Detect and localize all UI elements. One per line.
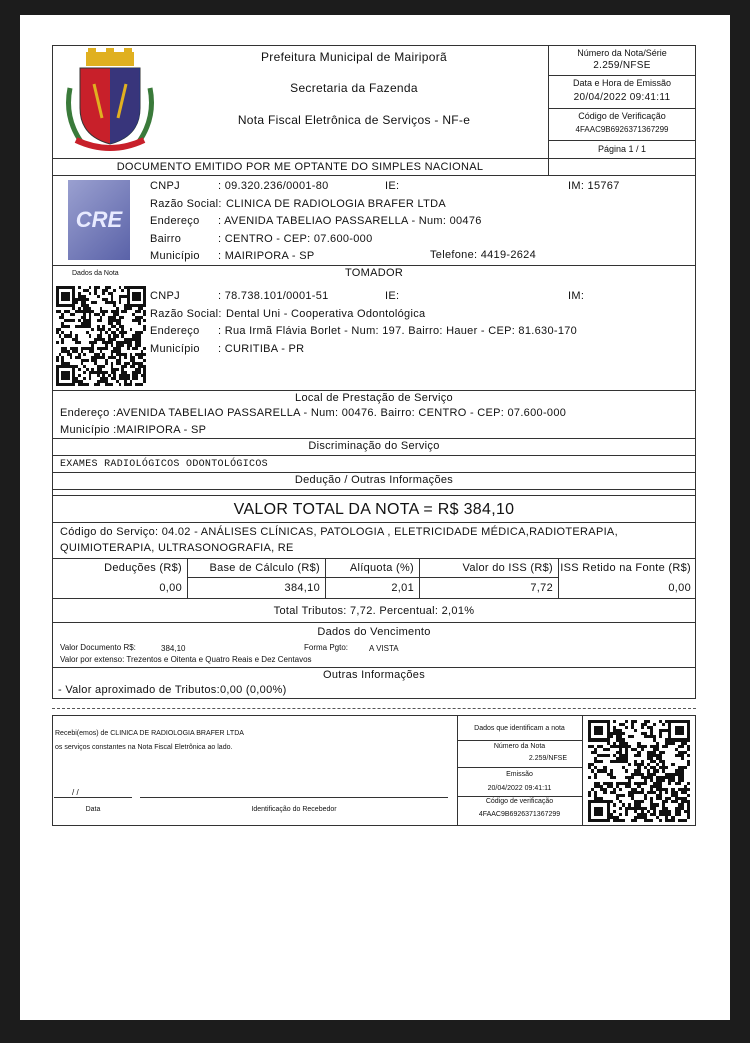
recibo-emissao: 20/04/2022 09:41:11 bbox=[487, 785, 552, 792]
outras-text: - Valor aproximado de Tributos:0,00 (0,00%) bbox=[58, 684, 287, 696]
prestador-logo bbox=[68, 180, 130, 260]
valor-total: VALOR TOTAL DA NOTA = R$ 384,10 bbox=[233, 501, 515, 518]
secretaria-title: Secretaria da Fazenda bbox=[290, 81, 418, 95]
codigo-verificacao: 4FAAC9B6926371367299 bbox=[575, 125, 669, 134]
prestador-logo-text: CRE bbox=[75, 207, 123, 232]
local-municipio: Município :MAIRIPORA - SP bbox=[60, 424, 207, 436]
local-endereco: Endereço :AVENIDA TABELIAO PASSARELLA - Num: 00476. Bairro: CENTRO - CEP: 07.600-000 bbox=[60, 407, 567, 419]
recibo-line1: Recebi(emos) de CLINICA DE RADIOLOGIA BRAFER LTDA bbox=[55, 730, 244, 737]
table-cell: 2,01 bbox=[391, 582, 414, 594]
dados-da-nota-label: Dados da Nota bbox=[72, 270, 119, 277]
document-title: Nota Fiscal Eletrônica de Serviços - NF-e bbox=[237, 113, 471, 127]
prestador-title: DOCUMENTO EMITIDO POR ME OPTANTE DO SIMPLES NACIONAL bbox=[116, 161, 484, 173]
data-emissao-label: Data e Hora de Emissão bbox=[572, 78, 672, 88]
data-label: Data bbox=[85, 806, 101, 813]
total-tributos: Total Tributos: 7,72. Percentual: 2,01% bbox=[273, 605, 475, 617]
prefeitura-title: Prefeitura Municipal de Mairiporã bbox=[261, 50, 447, 64]
qr-module bbox=[143, 383, 146, 386]
valor-documento: 384,10 bbox=[161, 644, 186, 653]
recibo-codigo: 4FAAC9B6926371367299 bbox=[478, 811, 561, 818]
table-header: Alíquota (%) bbox=[349, 562, 414, 574]
tomador-field-label: Município bbox=[150, 342, 200, 355]
tomador-ie: IE: bbox=[385, 290, 400, 302]
prestador-field-label: CNPJ bbox=[150, 180, 180, 192]
tomador-field-value: : Rua Irmã Flávia Borlet - Num: 197. Bairro: Hauer - CEP: 81.630-170 bbox=[218, 325, 578, 337]
data-slashes: / / bbox=[72, 788, 79, 797]
pagina: Página 1 / 1 bbox=[597, 144, 647, 154]
receipt-qr-code bbox=[588, 720, 690, 822]
outras-title: Outras Informações bbox=[323, 669, 425, 681]
tomador-field-label: Endereço bbox=[150, 325, 200, 337]
prestador-field-label: Município bbox=[150, 250, 200, 262]
prestador-field-value: CLINICA DE RADIOLOGIA BRAFER LTDA bbox=[226, 197, 446, 210]
table-cell: 0,00 bbox=[668, 582, 691, 594]
discriminacao-text: EXAMES RADIOLÓGICOS ODONTOLÓGICOS bbox=[60, 459, 268, 470]
qr-module bbox=[687, 819, 690, 822]
prestador-ie: IE: bbox=[385, 180, 400, 192]
qr-code bbox=[56, 286, 146, 386]
table-cell: 0,00 bbox=[159, 582, 182, 594]
codigo-servico-line2: QUIMIOTERAPIA, ULTRASONOGRAFIA, RE bbox=[60, 542, 294, 554]
vencimento-title: Dados do Vencimento bbox=[317, 626, 431, 638]
identificacao-recebedor-label: Identificação do Recebedor bbox=[251, 806, 337, 813]
deducao-title: Dedução / Outras Informações bbox=[294, 474, 454, 486]
codigo-servico-line1: Código do Serviço: 04.02 - ANÁLISES CLÍNICAS, PATOLOGIA , ELETRICIDADE MÉDICA,RADIOTERAPIA, bbox=[60, 526, 618, 538]
tomador-title: TOMADOR bbox=[344, 267, 404, 279]
recibo-emissao-label: Emissão bbox=[506, 771, 533, 778]
table-header: Deduções (R$) bbox=[104, 562, 182, 574]
table-divider bbox=[187, 577, 558, 578]
tomador-field-value: : 78.738.101/0001-51 bbox=[218, 290, 329, 302]
table-header: Base de Cálculo (R$) bbox=[209, 562, 320, 574]
recibo-line2: os serviços constantes na Nota Fiscal Eletrônica ao lado. bbox=[55, 744, 233, 751]
prestador-field-value: : 09.320.236/0001-80 bbox=[218, 180, 329, 192]
tomador-field-value: Dental Uni - Cooperativa Odontológica bbox=[226, 307, 426, 320]
recibo-numero: 2.259/NFSE bbox=[528, 755, 567, 762]
valor-extenso: Valor por extenso: Trezentos e Oitenta e Quatro Reais e Dez Centavos bbox=[60, 655, 312, 664]
prestador-field-label: Bairro bbox=[150, 232, 182, 245]
table-cell: 384,10 bbox=[284, 582, 320, 594]
prestador-field-value: : CENTRO - CEP: 07.600-000 bbox=[218, 232, 373, 245]
prestador-field-label: Razão Social: bbox=[150, 197, 222, 210]
numero-label: Número da Nota/Série bbox=[577, 48, 667, 58]
prestador-field-value: : MAIRIPORA - SP bbox=[218, 250, 315, 262]
tomador-field-label: Razão Social: bbox=[150, 307, 222, 320]
prestador-im: IM: 15767 bbox=[568, 180, 620, 192]
data-emissao: 20/04/2022 09:41:11 bbox=[573, 92, 671, 103]
forma-pgto-label: Forma Pgto: bbox=[304, 643, 349, 652]
local-title: Local de Prestação de Serviço bbox=[295, 392, 453, 404]
table-cell: 7,72 bbox=[530, 582, 553, 594]
valor-documento-label: Valor Documento R$: bbox=[60, 643, 136, 652]
recibo-numero-label: Número da Nota bbox=[493, 743, 546, 750]
table-header: ISS Retido na Fonte (R$) bbox=[560, 562, 691, 574]
codigo-verificacao-label: Código de Verificação bbox=[578, 111, 666, 121]
forma-pgto: A VISTA bbox=[369, 644, 399, 653]
city-coat-of-arms-logo bbox=[62, 48, 158, 154]
prestador-field-value: : AVENIDA TABELIAO PASSARELLA - Num: 00476 bbox=[218, 215, 482, 227]
tomador-field-value: : CURITIBA - PR bbox=[218, 342, 305, 355]
tomador-im: IM: bbox=[568, 290, 585, 302]
tomador-field-label: CNPJ bbox=[150, 290, 180, 302]
dados-identificam-label: Dados que identificam a nota bbox=[474, 725, 565, 732]
cut-line bbox=[52, 708, 696, 709]
prestador-field-label: Endereço bbox=[150, 215, 200, 227]
recibo-codigo-label: Código de verificação bbox=[485, 798, 554, 805]
numero-nota: 2.259/NFSE bbox=[593, 60, 651, 71]
prestador-telefone: Telefone: 4419-2624 bbox=[430, 249, 537, 261]
table-header: Valor do ISS (R$) bbox=[462, 562, 553, 574]
discriminacao-title: Discriminação do Serviço bbox=[308, 440, 440, 452]
